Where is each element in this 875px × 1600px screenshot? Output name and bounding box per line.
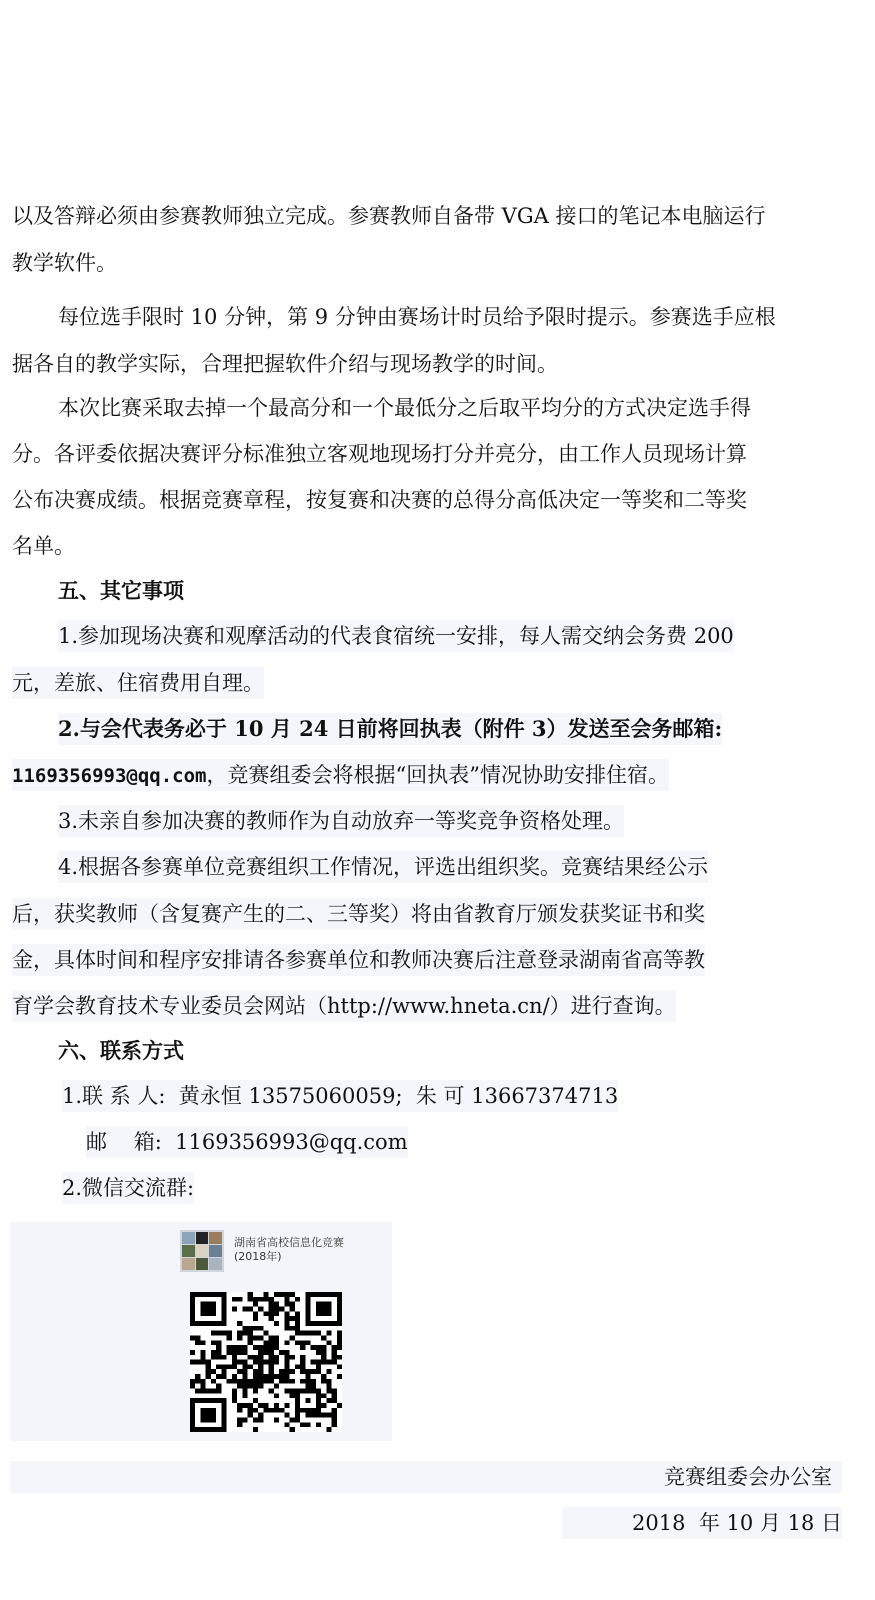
- section-5-item-2-rest: ，竞赛组委会将根据“回执表”情况协助安排住宿。: [206, 763, 669, 787]
- section-5-item-2-line-1: 2.与会代表务必于 10 月 24 日前将回执表（附件 3）发送至会务邮箱:: [58, 713, 722, 745]
- paragraph-1-line-2: 教学软件。: [12, 251, 117, 275]
- paragraph-2-line-1: 每位选手限时 10 分钟，第 9 分钟由赛场计时员给予限时提示。参赛选手应根: [58, 305, 776, 329]
- signature-date-row: [562, 1507, 842, 1539]
- section-5-item-4-line-2: 后，获奖教师（含复赛产生的二、三等奖）将由省教育厅颁发获奖证书和奖: [12, 898, 705, 930]
- section-5-heading: 五、其它事项: [58, 578, 184, 603]
- paragraph-1-line-1: 以及答辩必须由参赛教师独立完成。参赛教师自备带 VGA 接口的笔记本电脑运行: [12, 204, 766, 228]
- wechat-qr-code-icon: [190, 1292, 342, 1432]
- section-5-item-2-line-2: [12, 759, 669, 791]
- wechat-group-label: 2.微信交流群:: [62, 1172, 194, 1204]
- signature-date: 2018 年 10 月 18 日: [632, 1511, 842, 1535]
- paragraph-3-line-1: 本次比赛采取去掉一个最高分和一个最低分之后取平均分的方式决定选手得: [58, 396, 751, 420]
- signature-org-row: [10, 1461, 842, 1493]
- group-avatar: [180, 1230, 224, 1272]
- wechat-group-title-line-2: (2018年): [234, 1250, 282, 1263]
- paragraph-2-line-2: 据各自的教学实际，合理把握软件介绍与现场教学的时间。: [12, 352, 558, 376]
- section-5-item-4-line-4: 育学会教育技术专业委员会网站（http://www.hneta.cn/）进行查询。: [12, 990, 676, 1022]
- wechat-group-title: [234, 1236, 344, 1264]
- section-6-heading: 六、联系方式: [58, 1038, 184, 1063]
- paragraph-3-line-4: 名单。: [12, 534, 75, 558]
- wechat-group-title-line-1: 湖南省高校信息化竞赛: [234, 1236, 344, 1249]
- section-5-item-4-line-3: 金，具体时间和程序安排请各参赛单位和教师决赛后注意登录湖南省高等教: [12, 944, 705, 976]
- contact-persons: 1.联 系 人: 黄永恒 13575060059; 朱 可 13667374713: [62, 1080, 618, 1112]
- wechat-group-header: [180, 1230, 410, 1276]
- section-5-item-1-line-2: 元，差旅、住宿费用自理。: [12, 667, 264, 699]
- section-5-item-1-line-1: 1.参加现场决赛和观摩活动的代表食宿统一安排，每人需交纳会务费 200: [58, 620, 734, 652]
- paragraph-3-line-2: 分。各评委依据决赛评分标准独立客观地现场打分并亮分，由工作人员现场计算: [12, 442, 747, 466]
- registration-email: 1169356993@qq.com: [12, 765, 207, 787]
- section-5-item-4-line-1: 4.根据各参赛单位竞赛组织工作情况，评选出组织奖。竞赛结果经公示: [58, 851, 708, 883]
- contact-email: 邮 箱: 1169356993@qq.com: [86, 1126, 408, 1158]
- section-5-item-3: 3.未亲自参加决赛的教师作为自动放弃一等奖竞争资格处理。: [58, 805, 624, 837]
- signature-org: 竞赛组委会办公室: [664, 1465, 832, 1489]
- paragraph-3-line-3: 公布决赛成绩。根据竞赛章程，按复赛和决赛的总得分高低决定一等奖和二等奖: [12, 488, 747, 512]
